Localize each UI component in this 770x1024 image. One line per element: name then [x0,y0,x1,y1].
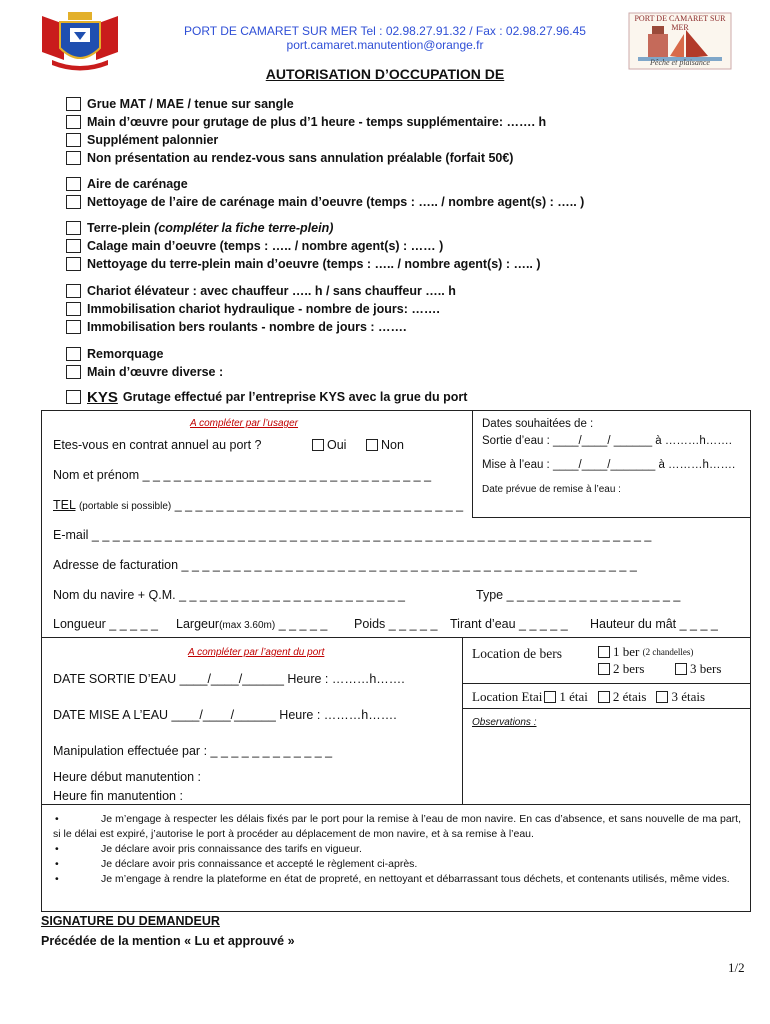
checkbox-oui[interactable] [312,439,324,451]
bers-option-1[interactable]: 1 ber (2 chandelles) [598,644,693,660]
etai-row: Location Etai 1 étai 2 étais 3 étais [472,689,706,704]
header-email[interactable]: port.camaret.manutention@orange.fr [286,38,484,52]
declaration-item: • Je m’engage à respecter les délais fixés par le port pour la remise à l’eau de mon navire. En cas d’absence, et sans nouvelle de ma part, si le délai est expiré, j’autorise le port à procéder au déplacement de mon navire, et à sa remise à l’eau. [53,813,741,840]
declarations-list [53,812,741,887]
bullet: • [55,813,59,825]
checkbox-non[interactable] [366,439,378,451]
checkbox[interactable] [66,97,81,111]
declaration-item: • Je m’engage à rendre la plateforme en état de propreté, en nettoyant et débarrassant tous déchets, et contenants utilisés, même vides. [55,873,730,885]
date-sortie-field[interactable]: DATE SORTIE D’EAU ____/____/______ Heure : ………h……. [53,672,405,686]
page-number: 1/2 [728,960,745,975]
checkbox-etai-3[interactable] [656,691,668,703]
checkbox[interactable] [66,302,81,316]
kys-label: KYS [87,388,118,406]
bers-option-3[interactable]: 3 bers [675,661,721,677]
sortie-field[interactable]: Sortie d’eau : ____/____/ ______ à ………h……. [482,435,732,447]
poids-field[interactable]: Poids _ _ _ _ _ [354,617,438,631]
declaration-item: • Je déclare avoir pris connaissance des tarifs en vigueur. [55,843,362,855]
longueur-field[interactable]: Longueur _ _ _ _ _ [53,617,158,631]
options-group-grue [66,95,546,167]
bullet: • [55,873,59,885]
hauteur-field[interactable]: Hauteur du mât _ _ _ _ [590,617,718,631]
options-group-carenage [66,175,584,211]
option-row: Chariot élévateur : avec chauffeur ….. h / sans chauffeur ….. h [66,282,456,300]
mise-field[interactable]: Mise à l’eau : ____/____/_______ à ………h……. [482,459,736,471]
signature-label: SIGNATURE DU DEMANDEUR [41,914,220,928]
heure-fin-field[interactable]: Heure fin manutention : [53,789,183,803]
option-row: Main d’œuvre diverse : [66,363,223,381]
type-field[interactable]: Type _ _ _ _ _ _ _ _ _ _ _ _ _ _ _ _ _ [476,588,681,602]
option-row: Immobilisation chariot hydraulique - nombre de jours: ……. [66,300,456,318]
option-row: Grue MAT / MAE / tenue sur sangle [66,95,546,113]
checkbox[interactable] [66,347,81,361]
contrat-non[interactable]: Non [366,438,404,452]
option-row: Aire de carénage [66,175,584,193]
option-row: Nettoyage de l’aire de carénage main d’oeuvre (temps : ….. / nombre agent(s) : ….. ) [66,193,584,211]
manipulation-field[interactable]: Manipulation effectuée par : _ _ _ _ _ _ _ _ _ _ _ _ [53,744,333,758]
checkbox[interactable] [66,284,81,298]
option-row: Supplément palonnier [66,131,546,149]
bullet: • [55,858,59,870]
dates-title: Dates souhaitées de : [482,418,594,430]
signature-mention: Précédée de la mention « Lu et approuvé » [41,934,295,948]
logo-right [628,12,732,70]
options-group-remorquage [66,345,223,381]
contrat-oui[interactable]: Oui [312,438,346,452]
nom-field[interactable]: Nom et prénom _ _ _ _ _ _ _ _ _ _ _ _ _ _ _ _ _ _ _ _ _ _ _ _ _ _ _ _ [53,468,432,482]
checkbox[interactable] [66,133,81,147]
logo-right-bottom-text: Pêche et plaisance [650,58,710,67]
option-kys: KYS Grutage effectué par l’entreprise KYS avec la grue du port [66,388,467,406]
date-mise-field[interactable]: DATE MISE A L’EAU ____/____/______ Heure : ………h……. [53,708,397,722]
checkbox-etai-2[interactable] [598,691,610,703]
checkbox[interactable] [66,257,81,271]
navire-field[interactable]: Nom du navire + Q.M. _ _ _ _ _ _ _ _ _ _ _ _ _ _ _ _ _ _ _ _ _ _ [53,588,405,602]
options-group-chariot [66,282,456,336]
header-contact: PORT DE CAMARET SUR MER Tel : 02.98.27.91.32 / Fax : 02.98.27.96.45 [184,24,586,38]
contrat-question: Etes-vous en contrat annuel au port ? [53,438,262,452]
options-group-terre-plein [66,219,541,273]
checkbox[interactable] [66,221,81,235]
largeur-field[interactable]: Largeur(max 3.60m) _ _ _ _ _ [176,617,328,631]
checkbox[interactable] [66,115,81,129]
tirant-field[interactable]: Tirant d’eau _ _ _ _ _ [450,617,568,631]
checkbox[interactable] [66,390,81,404]
heure-debut-field[interactable]: Heure début manutention : [53,770,202,784]
option-row: Nettoyage du terre-plein main d’oeuvre (temps : ….. / nombre agent(s) : ….. ) [66,255,541,273]
option-row: Non présentation au rendez-vous sans annulation préalable (forfait 50€) [66,149,546,167]
agent-header: A compléter par l’agent du port [188,647,325,658]
adresse-field[interactable]: Adresse de facturation _ _ _ _ _ _ _ _ _ _ _ _ _ _ _ _ _ _ _ _ _ _ _ _ _ _ _ _ _ _ _ _ _ _ _ _ _ _ _ _ _ _ _ _ [53,558,637,572]
checkbox[interactable] [598,646,610,658]
option-row: Terre-plein (compléter la fiche terre-plein) [66,219,541,237]
checkbox[interactable] [66,365,81,379]
checkbox[interactable] [66,151,81,165]
usager-header: A compléter par l’usager [190,418,299,429]
option-row: Immobilisation bers roulants - nombre de jours : ……. [66,318,456,336]
email-field[interactable]: E-mail _ _ _ _ _ _ _ _ _ _ _ _ _ _ _ _ _ _ _ _ _ _ _ _ _ _ _ _ _ _ _ _ _ _ _ _ _ _ _ _ _ _ _ _ _ _ _ _ _ _ _ _ _ _ [53,528,652,542]
checkbox[interactable] [675,663,687,675]
tel-field[interactable]: TEL (portable si possible) _ _ _ _ _ _ _ _ _ _ _ _ _ _ _ _ _ _ _ _ _ _ _ _ _ _ _ _ [53,498,464,512]
option-row: Calage main d’oeuvre (temps : ….. / nombre agent(s) : …… ) [66,237,541,255]
bers-label: Location de bers [472,646,562,661]
logo-right-top-text: PORT DE CAMARET SUR MER [634,14,726,32]
checkbox[interactable] [66,239,81,253]
observations-label: Observations : [472,717,537,728]
option-row: Main d’œuvre pour grutage de plus d’1 heure - temps supplémentaire: ……. h [66,113,546,131]
page-title: AUTORISATION D’OCCUPATION DE [265,66,505,82]
checkbox-etai-1[interactable] [544,691,556,703]
checkbox[interactable] [66,320,81,334]
checkbox[interactable] [66,177,81,191]
date-prevue-field[interactable]: Date prévue de remise à l’eau : [482,484,621,495]
bullet: • [55,843,59,855]
option-row: Remorquage [66,345,223,363]
declaration-item: • Je déclare avoir pris connaissance et accepté le règlement ci-après. [55,858,418,870]
checkbox[interactable] [66,195,81,209]
checkbox[interactable] [598,663,610,675]
bers-option-2[interactable]: 2 bers [598,661,644,677]
